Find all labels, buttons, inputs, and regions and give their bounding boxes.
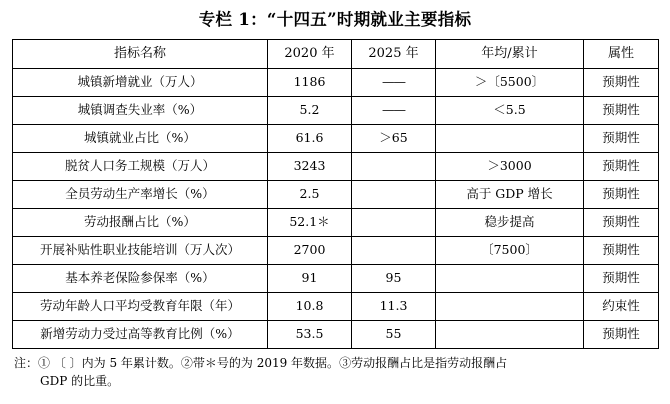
cell-attribute: 约束性 (584, 292, 659, 320)
cell-value-2025 (352, 208, 436, 236)
cell-attribute: 预期性 (584, 236, 659, 264)
cell-attribute: 预期性 (584, 180, 659, 208)
cell-attribute: 预期性 (584, 264, 659, 292)
cell-value-2025: —— (352, 68, 436, 96)
cell-value-average (436, 320, 584, 348)
cell-value-average: 高于 GDP 增长 (436, 180, 584, 208)
table-row (13, 96, 659, 124)
column-header-indicator-name: 指标名称 (13, 39, 268, 68)
cell-attribute: 预期性 (584, 152, 659, 180)
cell-value-average: ＜5.5 (436, 96, 584, 124)
cell-value-2020: 53.5 (268, 320, 352, 348)
cell-value-2025: —— (352, 96, 436, 124)
cell-value-2025 (352, 236, 436, 264)
column-header-2020: 2020 年 (268, 39, 352, 68)
cell-value-2020: 61.6 (268, 124, 352, 152)
table-row (13, 208, 659, 236)
cell-value-2020: 2.5 (268, 180, 352, 208)
cell-indicator-name: 脱贫人口务工规模（万人） (13, 152, 268, 180)
table-row (13, 264, 659, 292)
cell-value-2020: 5.2 (268, 96, 352, 124)
cell-attribute: 预期性 (584, 208, 659, 236)
cell-attribute: 预期性 (584, 68, 659, 96)
cell-value-average (436, 264, 584, 292)
table-row (13, 236, 659, 264)
table-notes (12, 354, 658, 390)
cell-indicator-name: 新增劳动力受过高等教育比例（%） (13, 320, 268, 348)
cell-indicator-name: 城镇新增就业（万人） (13, 68, 268, 96)
cell-value-2025: 55 (352, 320, 436, 348)
employment-indicators-table (12, 39, 659, 349)
cell-value-2025: 95 (352, 264, 436, 292)
cell-value-2025: 11.3 (352, 292, 436, 320)
cell-value-2020: 2700 (268, 236, 352, 264)
cell-value-average: 〔7500〕 (436, 236, 584, 264)
table-row (13, 292, 659, 320)
cell-value-2020: 91 (268, 264, 352, 292)
cell-indicator-name: 基本养老保险参保率（%） (13, 264, 268, 292)
cell-value-average (436, 292, 584, 320)
cell-value-average: 稳步提高 (436, 208, 584, 236)
cell-value-2025 (352, 180, 436, 208)
column-header-2025: 2025 年 (352, 39, 436, 68)
cell-value-2020: 3243 (268, 152, 352, 180)
cell-attribute: 预期性 (584, 320, 659, 348)
cell-value-average: ＞3000 (436, 152, 584, 180)
column-header-average-cumulative: 年均/累计 (436, 39, 584, 68)
table-row (13, 152, 659, 180)
cell-indicator-name: 劳动报酬占比（%） (13, 208, 268, 236)
cell-indicator-name: 开展补贴性职业技能培训（万人次） (13, 236, 268, 264)
cell-indicator-name: 劳动年龄人口平均受教育年限（年） (13, 292, 268, 320)
table-row (13, 180, 659, 208)
table-row (13, 320, 659, 348)
cell-indicator-name: 全员劳动生产率增长（%） (13, 180, 268, 208)
cell-value-2020: 52.1＊ (268, 208, 352, 236)
cell-value-average (436, 124, 584, 152)
cell-value-average: ＞〔5500〕 (436, 68, 584, 96)
cell-indicator-name: 城镇就业占比（%） (13, 124, 268, 152)
cell-attribute: 预期性 (584, 124, 659, 152)
table-header-row (13, 39, 659, 68)
cell-value-2025: ＞65 (352, 124, 436, 152)
notes-line-1: 注：① 〔 〕内为 5 年累计数。②带＊号的为 2019 年数据。③劳动报酬占比是指劳动报酬占 (14, 355, 508, 370)
table-row (13, 124, 659, 152)
notes-line-2: GDP 的比重。 (40, 373, 120, 388)
cell-value-2020: 10.8 (268, 292, 352, 320)
cell-value-2020: 1186 (268, 68, 352, 96)
page-title: 专栏 1：“十四五”时期就业主要指标 (198, 10, 472, 29)
table-row (13, 68, 659, 96)
column-header-attribute: 属性 (584, 39, 659, 68)
cell-indicator-name: 城镇调查失业率（%） (13, 96, 268, 124)
cell-attribute: 预期性 (584, 96, 659, 124)
cell-value-2025 (352, 152, 436, 180)
